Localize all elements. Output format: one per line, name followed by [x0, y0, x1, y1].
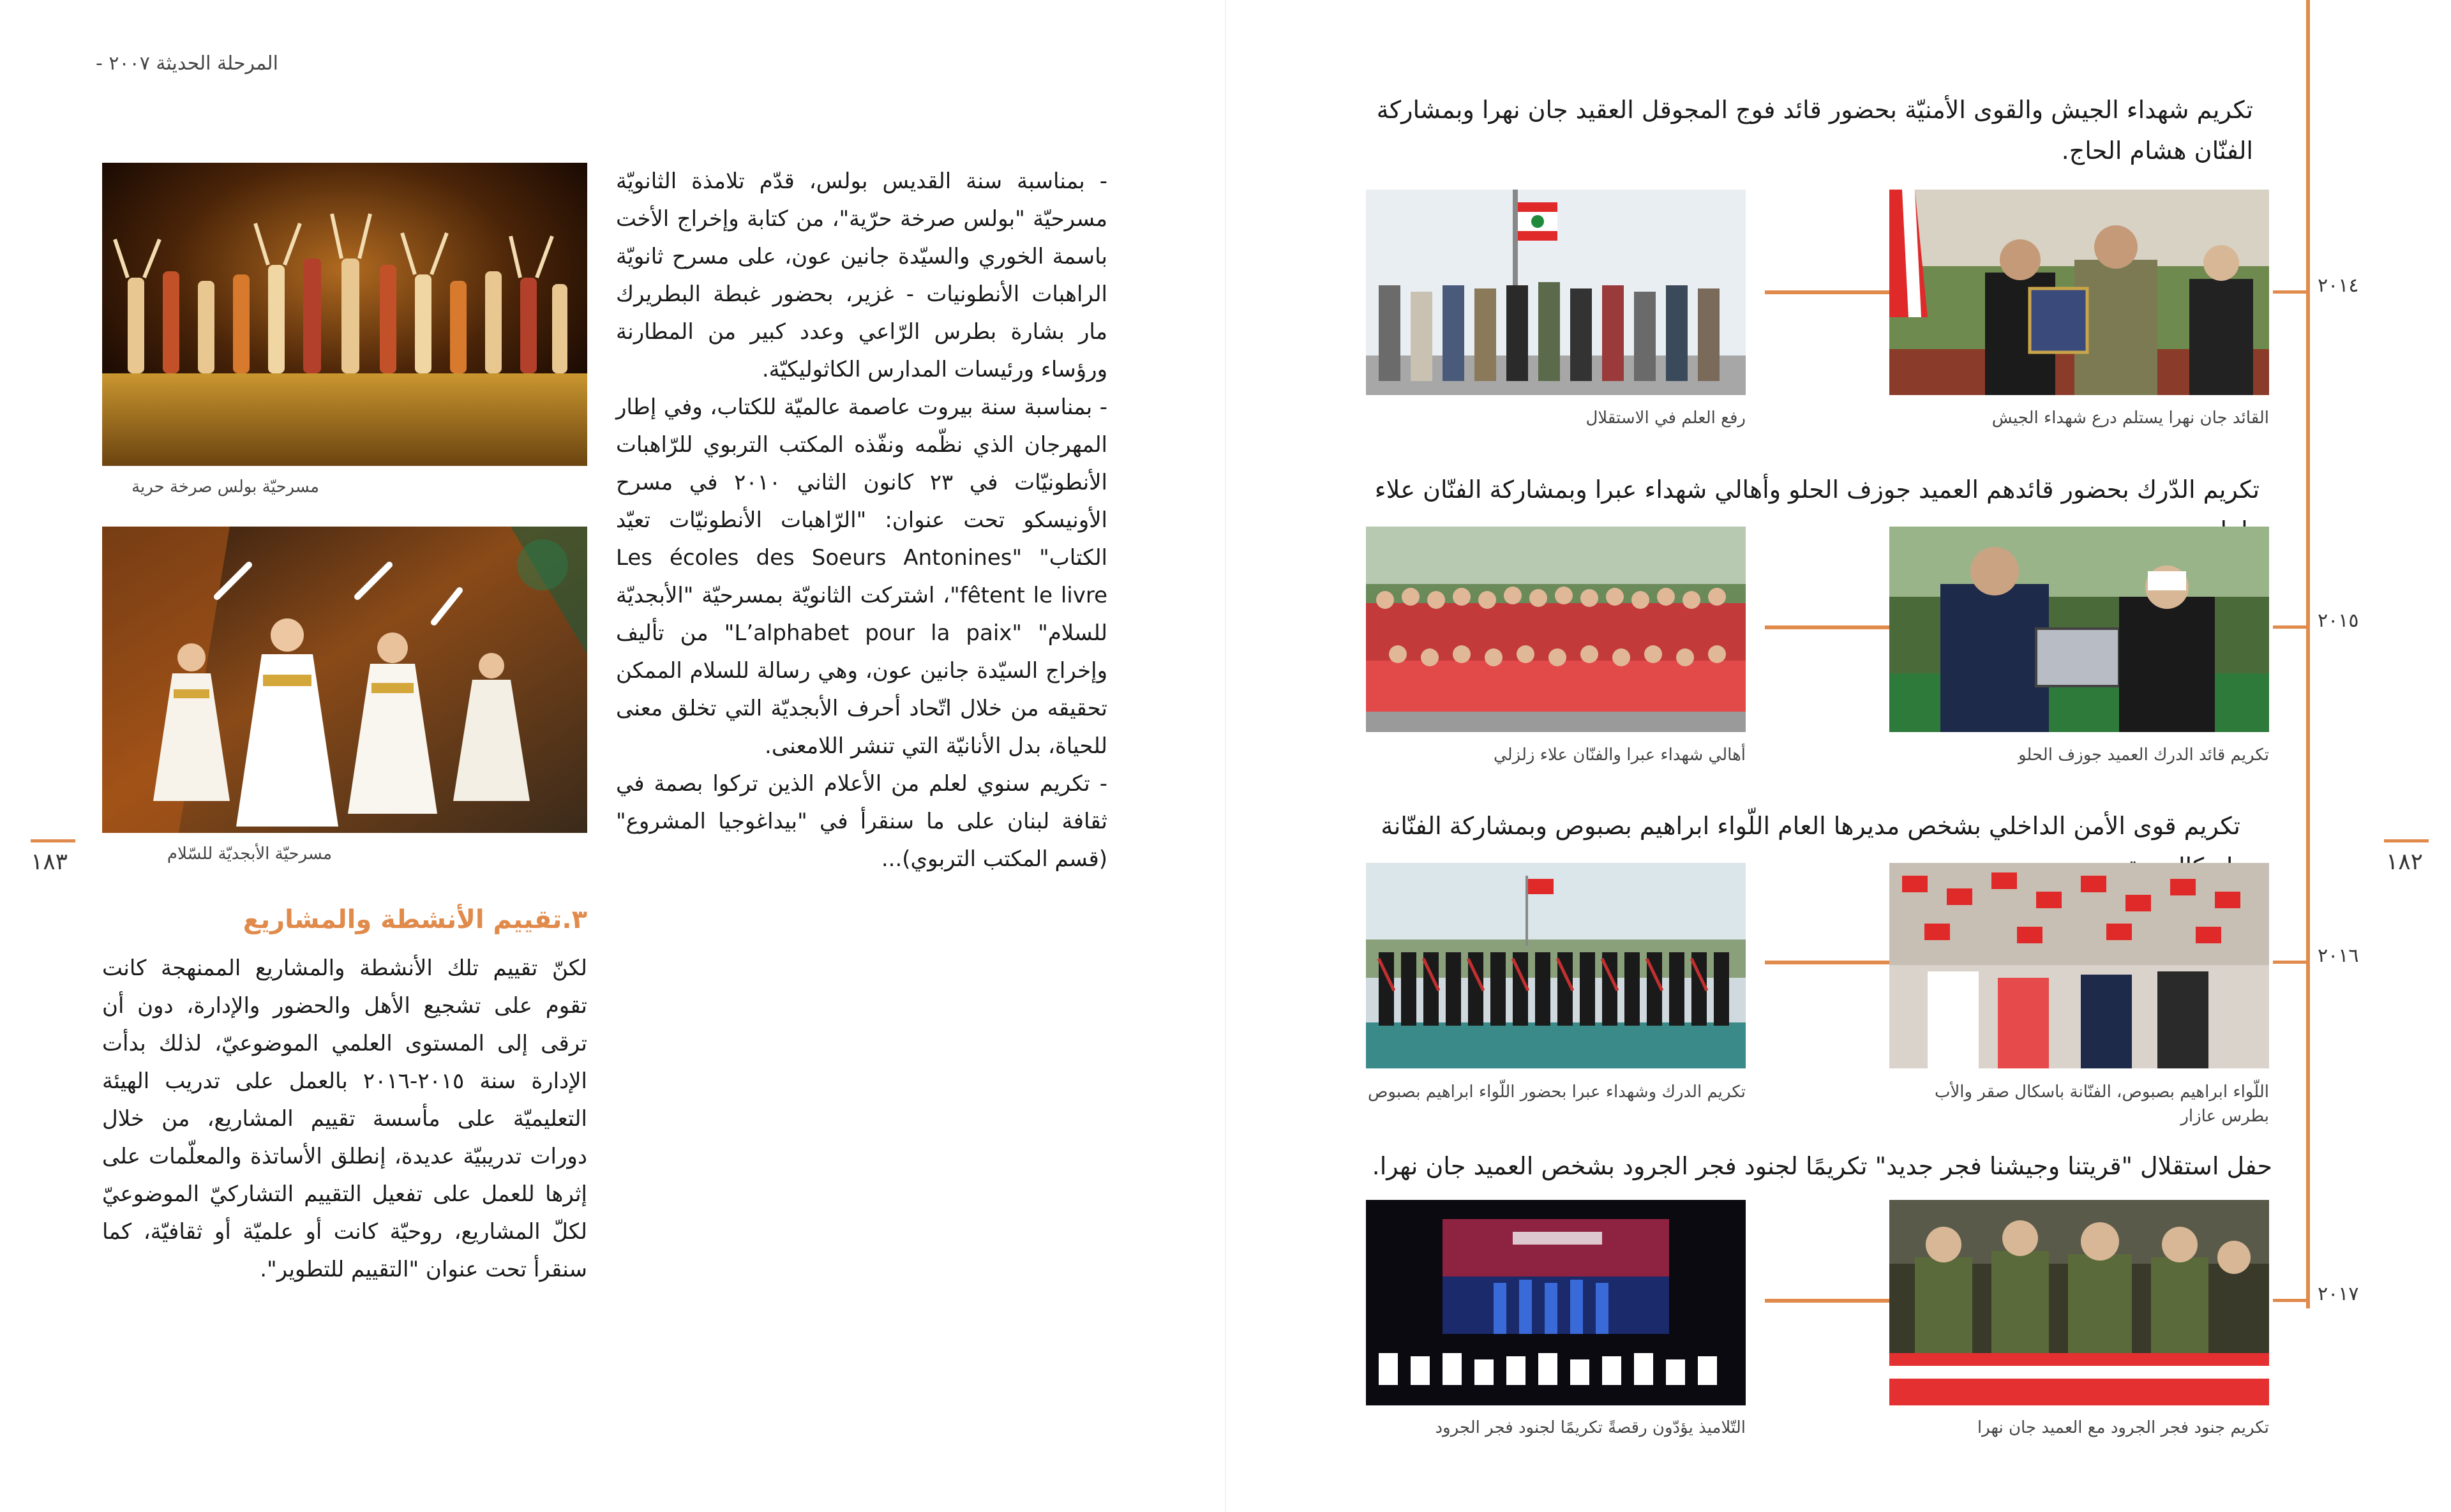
timeline-axis — [2306, 0, 2310, 1308]
page-number-left: ١٨٣ — [31, 849, 68, 875]
caption-paul-play: مسرحيّة بولس صرخة حرية — [131, 477, 319, 497]
photo-2016-crowd — [1889, 863, 2269, 1068]
event-title-2015: تكريم الدّرك بحضور قائدهم العميد جوزف الحلو وأهالي شهداء عبرا وبمشاركة الفنّان علاء — [1374, 475, 2260, 504]
timeline-tick-2016 — [2273, 961, 2306, 964]
timeline-tick-2017 — [2273, 1299, 2306, 1302]
section-heading-evaluation: ٣.تقييم الأنشطة والمشاريع — [243, 905, 587, 934]
group-photo-image — [1366, 527, 1746, 732]
connector-2015 — [1765, 625, 1889, 629]
photo-2017-soldiers — [1889, 1200, 2269, 1405]
timeline-year-2016: ٢٠١٦ — [2318, 945, 2359, 967]
paragraph-saint-paul: - بمناسبة سنة القديس بولس، قدّم تلامذة الثانويّة مسرحيّة "بولس صرخة حرّية"، من كتابة وإخراج الأخت باسمة الخوري والسيّدة جانين عون، على مسرح ثانويّة الراهبات الأنطونيات - غزير، بحضور غبطة البطريرك مار بشارة بطرس الرّاعي وعدد كبير من المطارنة ورؤساء ورئيسات المدارس الكاثوليكيّة. — [616, 168, 1107, 382]
flag-raising-image — [1366, 190, 1746, 395]
caption-2016-crowd: اللّواء ابراهيم بصبوص، الفنّانة باسكال صقر والأب بطرس عازار — [1934, 1082, 2269, 1126]
body-column — [616, 163, 1107, 878]
soldiers-students-image — [1889, 1200, 2269, 1405]
paragraph-annual-honor: - تكريم سنوي لعلم من الأعلام الذين تركوا بصمة في ثقافة لبنان على ما سنقرأ في "بيداغوجيا المشروع"(قسم المكتب التربوي)... — [616, 771, 1107, 872]
caption-2014-flag: رفع العلم في الاستقلال — [1585, 408, 1746, 428]
caption-2016-lineup: تكريم الدرك وشهداء عبرا بحضور اللّواء ابراهيم بصبوص — [1367, 1082, 1746, 1102]
caption-2015-award: تكريم قائد الدرك العميد جوزف الحلو — [2018, 745, 2269, 765]
stage-dance-image — [1366, 1200, 1746, 1405]
page-number-rule-right — [2384, 839, 2429, 842]
connector-2017 — [1765, 1299, 1889, 1303]
photo-2017-dance — [1366, 1200, 1746, 1405]
flag-crowd-image — [1889, 863, 2269, 1068]
stage-performance-image — [102, 163, 587, 466]
award-ceremony-image — [1889, 190, 2269, 395]
running-header: المرحلة الحديثة ٢٠٠٧ - — [96, 52, 278, 75]
students-lineup-image — [1366, 863, 1746, 1068]
page-number-right: ١٨٢ — [2386, 849, 2424, 875]
caption-2017-soldiers: تكريم جنود فجر الجرود مع العميد جان نهرا — [1977, 1418, 2269, 1437]
event-title-2014: تكريم شهداء الجيش والقوى الأمنيّة بحضور قائد فوج المجوقل العقيد جان نهرا وبمشاركة الفنّان هشام الحاج. — [1376, 96, 2253, 165]
caption-alphabet-play: مسرحيّة الأبجديّة للسّلام — [167, 844, 332, 864]
photo-alphabet-play — [102, 527, 587, 833]
caption-2017-dance: التّلاميذ يؤدّون رقصةً تكريمًا لجنود فجر الجرود — [1435, 1418, 1746, 1437]
photo-paul-play — [102, 163, 587, 466]
photo-2015-group — [1366, 527, 1746, 732]
dancers-image — [102, 527, 587, 833]
timeline-year-2014: ٢٠١٤ — [2318, 274, 2359, 297]
connector-2016 — [1765, 961, 1889, 964]
event-title-2016: تكريم قوى الأمن الداخلي بشخص مديرها العام اللّواء ابراهيم بصبوص وبمشاركة الفنّانة — [1381, 812, 2240, 840]
photo-2015-award — [1889, 527, 2269, 732]
section-text-evaluation: لكنّ تقييم تلك الأنشطة والمشاريع الممنهجة كانت تقوم على تشجيع الأهل والحضور والإدارة، دون أن ترقى إلى المستوى العلمي الموضوعيّ، لذلك بدأت الإدارة سنة ٢٠١٥-٢٠١٦ بالعمل على تدريب الهيئة التعليميّة على مأسسة تقييم المشاريع، من خلال دورات تدريبيّة عديدة، إنطلق الأساتذة والمعلّمات على إثرها للعمل على تفعيل التقييم التشاركيّ الموضوعيّ لكلّ المشاريع، روحيّة كانت أو علميّة أو ثقافيّة، كما سنقرأ تحت عنوان "التقييم للتطوير". — [102, 955, 588, 1282]
photo-2016-lineup — [1366, 863, 1746, 1068]
gendarmerie-award-image — [1889, 527, 2269, 732]
photo-2014-shield — [1889, 190, 2269, 395]
timeline-tick-2015 — [2273, 625, 2306, 629]
timeline-tick-2014 — [2273, 290, 2306, 294]
photo-2014-flag — [1366, 190, 1746, 395]
connector-2014 — [1765, 290, 1889, 294]
timeline-year-2017: ٢٠١٧ — [2318, 1283, 2359, 1305]
paragraph-beirut-book-capital: - بمناسبة سنة بيروت عاصمة عالميّة للكتاب، وفي إطار المهرجان الذي نظّمه ونفّذه المكتب التربوي للرّاهبات الأنطونيّات في ٢٣ كانون الثاني ٢٠١٠ في مسرح الأونيسكو تحت عنوان: "الرّاهبات الأنطونيّات تعيّد الكتاب" "Les écoles des Soeurs Antonines fêtent le livre"، اشتركت الثانويّة بمسرحيّة "الأبجديّة للسلام" "L’alphabet pour la paix" من تأليف وإخراج السيّدة جانين عون، وهي رسالة للسلام الممكن تحقيقه من خلال اتّحاد أحرف الأبجديّة التي تخلق معنى للحياة، بدل الأنانيّة التي تنشر اللامعنى. — [616, 394, 1108, 759]
caption-2014-shield: القائد جان نهرا يستلم درع شهداء الجيش — [1991, 408, 2269, 428]
page-number-rule-left — [31, 839, 75, 842]
timeline-year-2015: ٢٠١٥ — [2318, 610, 2359, 632]
event-title-2017: حفل استقلال "قريتنا وجيشنا فجر جديد" تكريمًا لجنود فجر الجرود بشخص العميد جان نهرا. — [1372, 1152, 2272, 1180]
page-gutter — [1225, 0, 1226, 1512]
caption-2015-group: أهالي شهداء عبرا والفنّان علاء زلزلي — [1494, 745, 1746, 765]
